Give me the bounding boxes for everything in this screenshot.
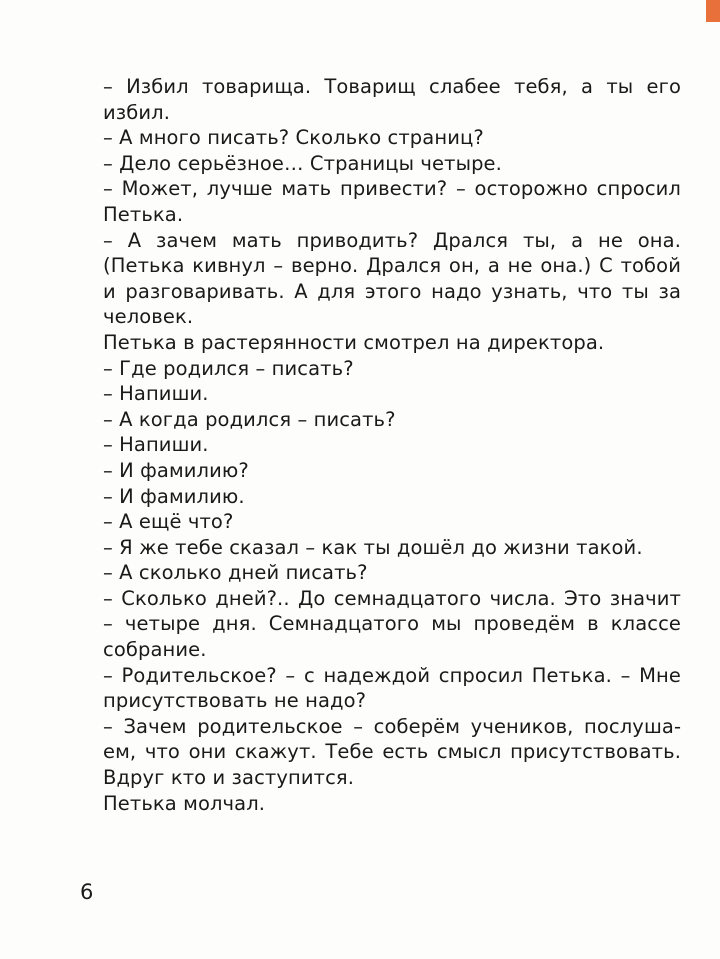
paragraph: – А сколько дней писать? [103,561,368,585]
corner-color-tab [706,0,720,22]
paragraph: – Я же тебе сказал – как ты дошёл до жизни такой. [103,535,643,559]
paragraph: – А зачем мать приводить? Дрался ты, а не она. (Петька кивнул – верно. Дрался он, а не она.) С тобой и разговаривать. А для этого надо узнать, что ты за человек. [103,228,681,329]
paragraph: – Избил товарища. Товарищ слабее тебя, а ты его избил. [103,75,681,124]
paragraph: – Родительское? – с надеждой спросил Петька. – Мне присутствовать не надо? [103,663,681,713]
paragraph: – Может, лучше мать привести? – осторожно спросил Петька. [103,177,681,226]
paragraph: – И фамилию? [103,458,249,482]
paragraph: – А много писать? Сколько страниц? [103,126,484,150]
paragraph: – А когда родился – писать? [103,407,396,431]
paragraph: – Где родился – писать? [103,356,354,380]
paragraph: – Зачем родительское – соберём учеников, послушаем, что они скажут. Тебе есть смысл присутствовать. Вдруг кто и заступится. [103,714,681,790]
paragraph: – Сколько дней?.. До семнадцатого числа. Это значит – четыре дня. Семнадцатого мы проведём в классе собрание. [103,586,681,662]
paragraph: – Дело серьёзное… Страницы четыре. [103,151,502,175]
page-number: 6 [80,880,94,904]
paragraph: Петька молчал. [103,791,266,815]
paragraph: – А ещё что? [103,510,234,534]
paragraph: – Напиши. [103,382,209,406]
story-text [103,74,681,816]
paragraph: – Напиши. [103,433,209,457]
paragraph: Петька в растерянности смотрел на директора. [103,330,605,354]
paragraph: – И фамилию. [103,484,245,508]
